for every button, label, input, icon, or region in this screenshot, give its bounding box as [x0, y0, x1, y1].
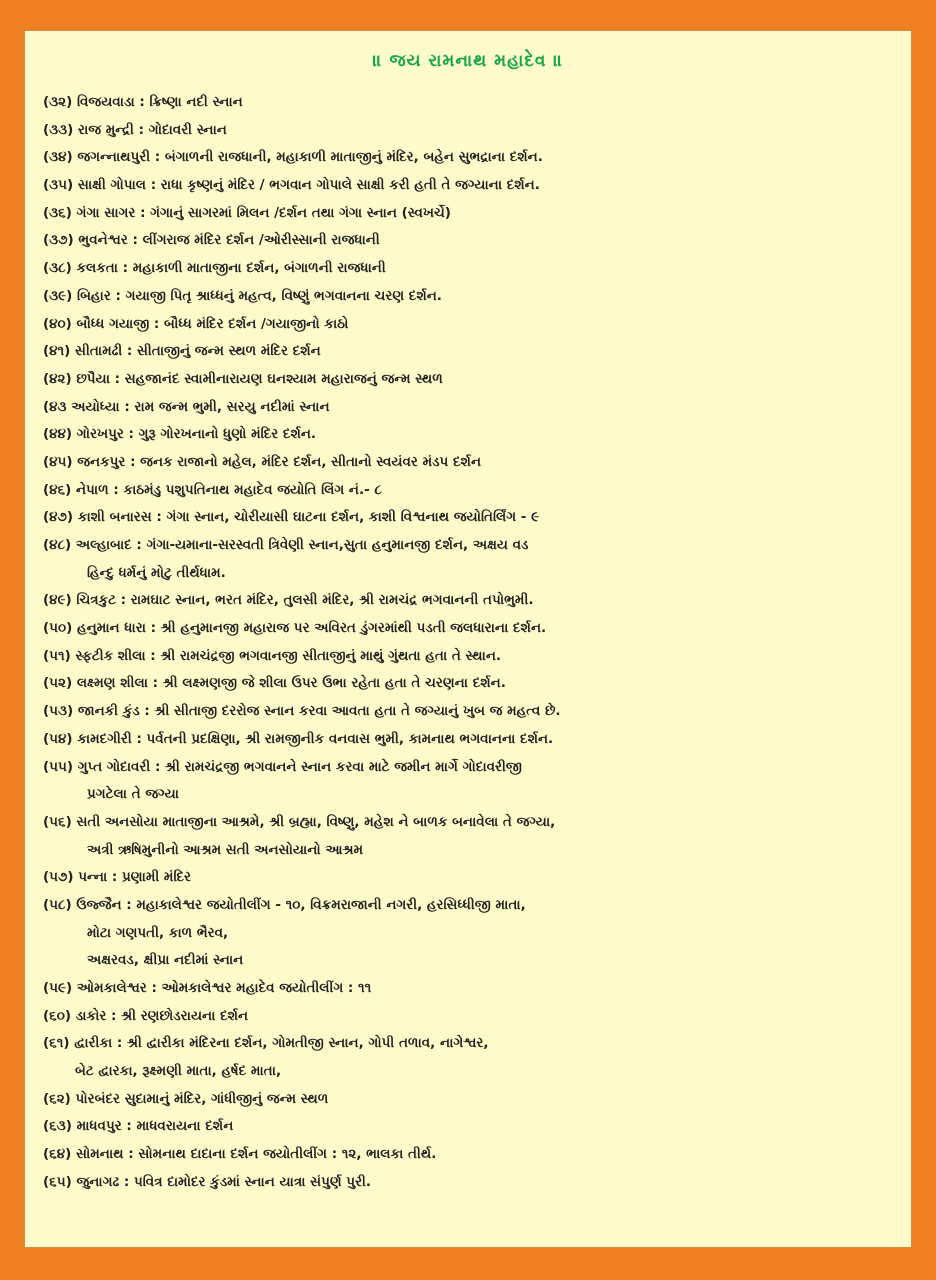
- list-item: (૫૩) જાનકી કુંડ : શ્રી સીતાજી દરરોજ સ્નાન કરવા આવતા હતા તે જગ્યાનું ખુબ જ મહત્વ છે.: [43, 703, 561, 720]
- list-item: (૩૯) બિહાર : ગયાજી પિતૃ શ્રાધ્ધનું મહત્વ, વિષ્ણું ભગવાનના ચરણ દર્શન.: [43, 287, 442, 304]
- list-item: (૬૨) પોરબંદર સુદામાનું મંદિર, ગાંધીજીનું જન્મ સ્થળ: [43, 1090, 329, 1107]
- list-item: (૪૭) કાશી બનારસ : ગંગા સ્નાન, ચોરીયાસી ઘાટના દર્શન, કાશી વિશ્વનાથ જયોતિર્લિંગ - ૯: [43, 509, 540, 526]
- itinerary-list: [43, 89, 903, 1197]
- list-item: (૬૪) સોમનાથ : સોમનાથ દાદાના દર્શન જયોતીલીંગ : ૧૨, ભાલકા તીર્થ.: [43, 1146, 437, 1163]
- list-item: (૫૪) કામદગીરી : પર્વતની પ્રદક્ષિણા, શ્રી રામજીનીક વનવાસ ભુમી, કામનાથ ભગવાનના દર્શન.: [43, 730, 554, 747]
- list-item: (૪૬) નેપાળ : કાઠમંડુ પશુપતિનાથ મહાદેવ જયોતિ લિંગ નં.- ૮: [43, 481, 382, 498]
- list-item: (૬૧) દ્વારીકા : શ્રી દ્વારીકા મંદિરના દર્શન, ગોમતીજી સ્નાન, ગોપી તળાવ, નાગેશ્વર,: [43, 1035, 489, 1052]
- list-item: (૪૨) છપૈયા : સહજાનંદ સ્વામીનારાયણ ઘનશ્યામ મહારાજનું જન્મ સ્થળ: [43, 370, 443, 387]
- list-item: (૫૬) સતી અનસોયા માતાજીના આશ્રમે, શ્રી બ્રહ્મા, વિષ્ણુ, મહેશ ને બાળક બનાવેલા તે જગ્યા,: [43, 813, 556, 830]
- list-item: (૩૨) વિજયવાડા : ક્રિષ્ણા નદી સ્નાન: [43, 94, 243, 110]
- list-item: (૪૦) બૌધ્ધ ગયાજી : બૌધ્ધ મંદિર દર્શન /ગયાજીનો કાઠો: [43, 315, 349, 332]
- list-item: (૫૮) ઉજ્જૈન : મહાકાલેશ્વર જયોતીલીંગ - ૧૦, વિક્રમરાજાની નગરી, હરસિધ્ધીજી માતા,: [43, 896, 526, 913]
- page-title: ॥ જય રામનાથ મહાદેવ ॥: [372, 51, 564, 71]
- list-item-continuation: પ્રગટેલા તે જગ્યા: [87, 786, 179, 803]
- list-item: (૩૬) ગંગા સાગર : ગંગાનું સાગરમાં મિલન /દર્શન તથા ગંગા સ્નાન (સ્વખર્ચે): [43, 204, 451, 221]
- list-item: (૬૦) ડાકોર : શ્રી રણછોડરાયના દર્શન: [43, 1007, 249, 1024]
- list-item: (૩૫) સાક્ષી ગોપાલ : રાધા કૃષ્ણનું મંદિર / ભગવાન ગોપાલે સાક્ષી કરી હતી તે જગ્યાના દર્શન.: [43, 177, 540, 194]
- list-item: (૪૯) ચિત્રકુટ : રામઘાટ સ્નાન, ભરત મંદિર, તુલસી મંદિર, શ્રી રામચંદ્ર ભગવાનની તપોભુમી.: [43, 592, 534, 609]
- list-item: (૪૩ અયોધ્યા : રામ જન્મ ભુમી, સરયુ નદીમાં સ્નાન: [43, 398, 330, 415]
- list-item: (૪૫) જનકપુર : જનક રાજાનો મહેલ, મંદિર દર્શન, સીતાનો સ્વયંવર મંડપ દર્શન: [43, 453, 481, 470]
- list-item: (૫૧) સ્ફટીક શીલા : શ્રી રામચંદ્રજી ભગવાનજી સીતાજીનું માથું ગુંથતા હતા તે સ્થાન.: [43, 647, 502, 664]
- list-item: (૩૮) કલકતા : મહાકાળી માતાજીના દર્શન, બંગાળની રાજધાની: [43, 260, 386, 277]
- list-item: (૫૭) પન્ના : પ્રણામી મંદિર: [43, 869, 192, 886]
- list-item: (૩૪) જગન્નાથપુરી : બંગાળની રાજધાની, મહાકાળી માતાજીનું મંદિર, બહેન સુભદ્રાના દર્શન.: [43, 149, 543, 166]
- list-item-continuation: મોટા ગણપતી, કાળ ભૈરવ,: [87, 924, 229, 941]
- list-item-continuation: અત્રી ઋષિમુનીનો આશ્રમ સતી અનસોયાનો આશ્રમ: [87, 841, 364, 858]
- list-item-continuation: હિન્દુ ધર્મનું મોટુ તીર્થધામ.: [87, 564, 226, 581]
- list-item: (૫૦) હનુમાન ધારા : શ્રી હનુમાનજી મહારાજ પર અવિરત ડુંગરમાંથી પડતી જલધારાના દર્શન.: [43, 620, 547, 637]
- list-item: (૪૮) અલ્હાબાદ : ગંગા-યમાના-સરસ્વતી ત્રિવેણી સ્નાન,સુતા હનુમાનજી દર્શન, અક્ષય વડ: [43, 537, 529, 553]
- list-item: (૪૧) સીતામઢી : સીતાજીનું જન્મ સ્થળ મંદિર દર્શન: [43, 343, 321, 360]
- list-item: (૩૩) રાજ મુન્દ્રી : ગોદાવરી સ્નાન: [43, 121, 227, 138]
- list-item: (૬૫) જુનાગઢ : પવિત્ર દામોદર કુંડમાં સ્નાન યાત્રા સંપુર્ણ પુરી.: [43, 1173, 372, 1190]
- list-item-continuation: બેટ દ્વારકા, રૂક્ષ્મણી માતા, હર્ષદ માતા,: [75, 1063, 282, 1080]
- list-item: (૪૪) ગોરખપુર : ગુરૂ ગોરખનાનો ધુણો મંદિર દર્શન.: [43, 426, 317, 443]
- list-item: (૫૫) ગુપ્ત ગોદાવરી : શ્રી રામચંદ્રજી ભગવાનને સ્નાન કરવા માટે જમીન માર્ગે ગોદાવરીજી: [43, 758, 522, 775]
- list-item: (૫૨) લક્ષ્મણ શીલા : શ્રી લક્ષ્મણજી જે શીલા ઉપર ઉભા રહેતા હતા તે ચરણના દર્શન.: [43, 675, 506, 692]
- list-item: (૩૭) ભુવનેશ્વર : લીંગરાજ મંદિર દર્શન /ઓરીસ્સાની રાજધાની: [43, 232, 380, 249]
- list-item: (૫૯) ઓમકાલેશ્વર : ઓમકાલેશ્વર મહાદેવ જયોતીલીંગ : ૧૧: [43, 980, 372, 996]
- list-item: (૬૩) માધવપુર : માધવરાયના દર્શન: [43, 1118, 234, 1135]
- document-page: [24, 30, 912, 1248]
- list-item-continuation: અક્ષરવડ, ક્ષીપ્રા નદીમાં સ્નાન: [87, 952, 244, 969]
